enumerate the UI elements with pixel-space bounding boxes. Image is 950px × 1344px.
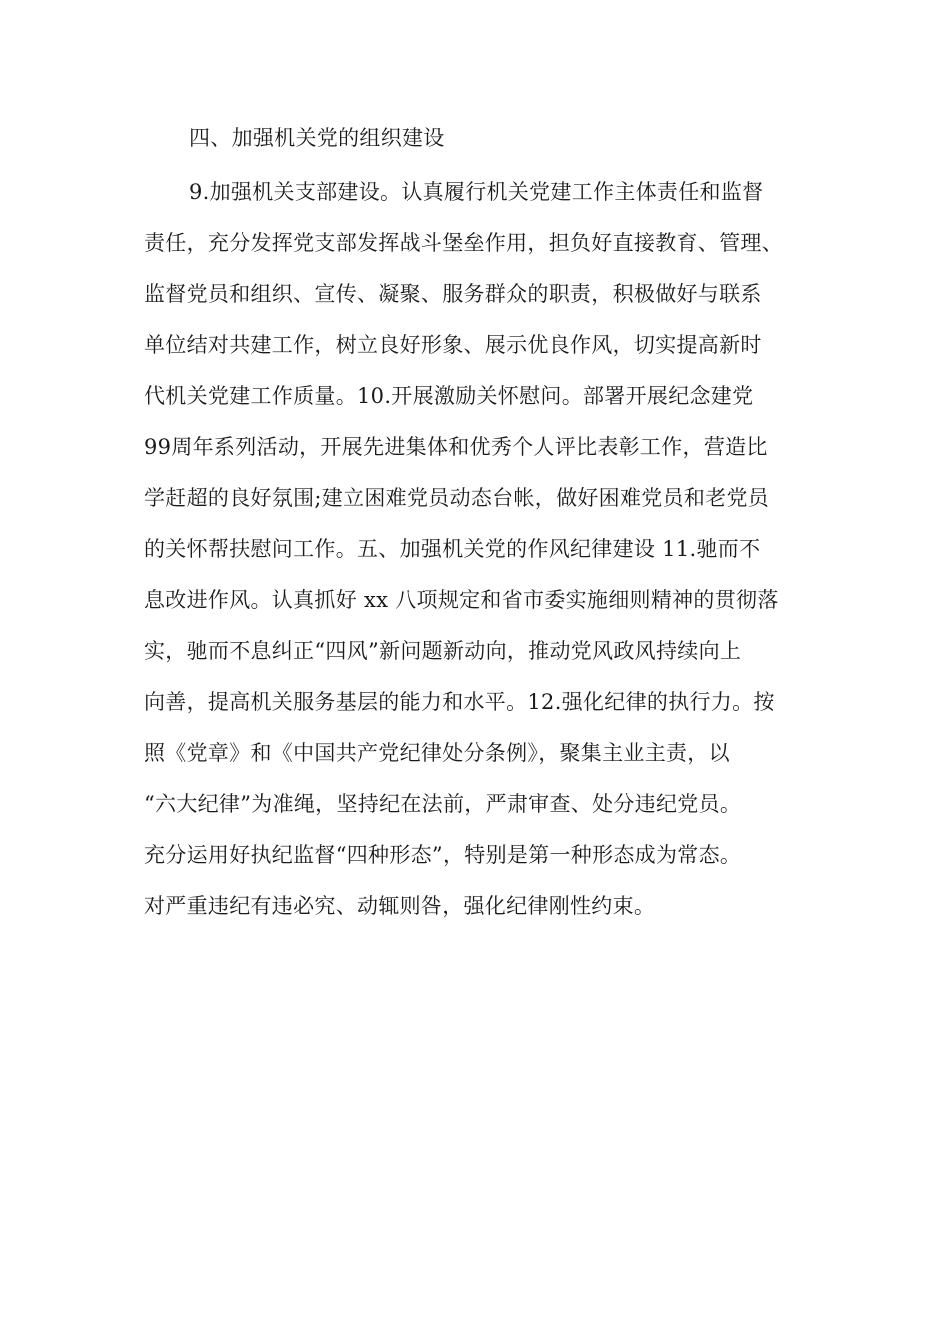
paragraph-line-12: 照《党章》和《中国共产党纪律处分条例》，聚集主业主责，以 [144, 741, 730, 765]
paragraph-line-7: 学赶超的良好氛围;建立困难党员动态台帐，做好困难党员和老党员 [144, 486, 770, 510]
paragraph-line-2: 责任，充分发挥党支部发挥战斗堡垒作用，担负好直接教育、管理、 [144, 231, 783, 255]
paragraph-line-9: 息改进作风。认真抓好 xx 八项规定和省市委实施细则精神的贯彻落 [144, 588, 779, 612]
paragraph-line-14: 充分运用好执纪监督“四种形态”，特别是第一种形态成为常态。 [144, 843, 742, 867]
paragraph-line-4: 单位结对共建工作，树立良好形象、展示优良作风，切实提高新时 [144, 333, 762, 357]
paragraph-line-13: “六大纪律”为准绳，坚持纪在法前，严肃审查、处分违纪党员。 [144, 792, 742, 816]
paragraph-line-8: 的关怀帮扶慰问工作。五、加强机关党的作风纪律建设 11.驰而不 [144, 537, 761, 561]
paragraph-line-6: 99周年系列活动，开展先进集体和优秀个人评比表彰工作，营造比 [144, 435, 768, 459]
paragraph-line-15: 对严重违纪有违必究、动辄则咎，强化纪律刚性约束。 [144, 894, 656, 918]
paragraph-line-1: 9.加强机关支部建设。认真履行机关党建工作主体责任和监督 [189, 180, 764, 204]
paragraph-line-5: 代机关党建工作质量。10.开展激励关怀慰问。部署开展纪念建党 [144, 384, 754, 408]
paragraph-line-10: 实，驰而不息纠正“四风”新问题新动向，推动党风政风持续向上 [144, 639, 742, 663]
paragraph-line-11: 向善，提高机关服务基层的能力和水平。12.强化纪律的执行力。按 [144, 690, 775, 714]
paragraph-line-3: 监督党员和组织、宣传、凝聚、服务群众的职责，积极做好与联系 [144, 282, 762, 306]
section-heading: 四、加强机关党的组织建设 [189, 126, 445, 150]
